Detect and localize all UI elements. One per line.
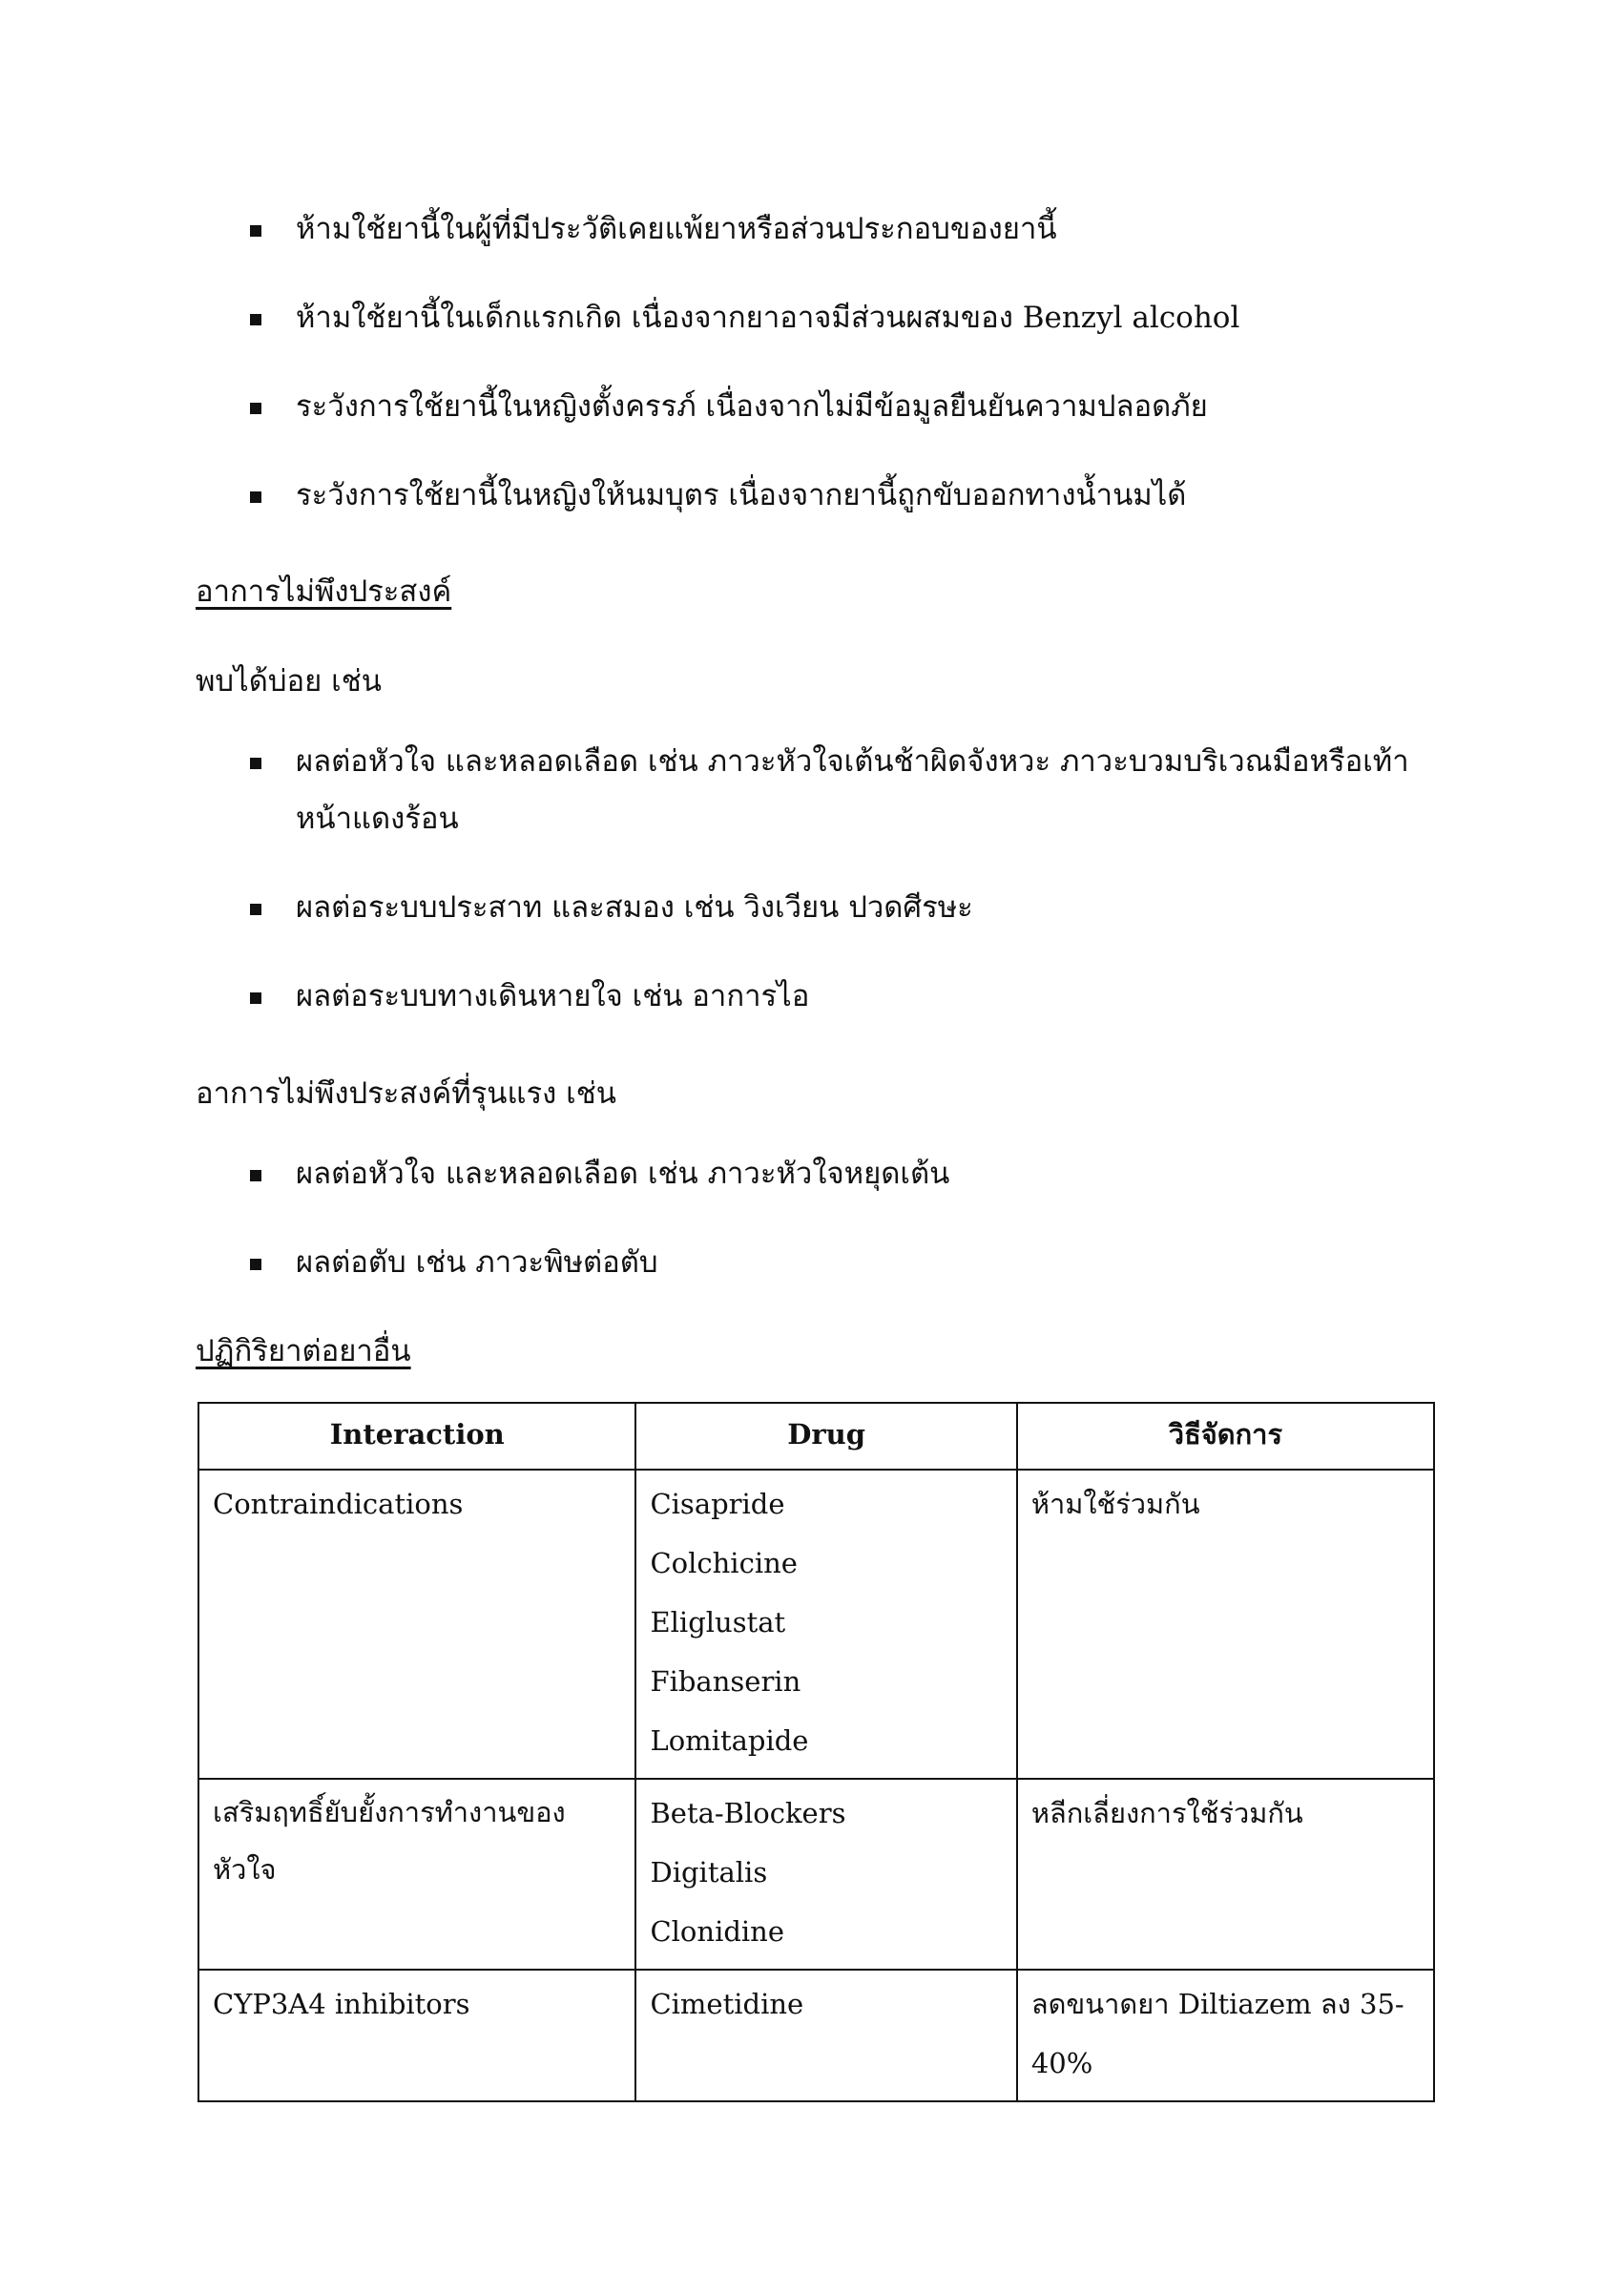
drug-name: Cisapride [650, 1488, 785, 1520]
square-bullet-icon [250, 1259, 261, 1270]
interaction-cell: Contraindications [198, 1470, 635, 1779]
management-cell: หลีกเลี่ยงการใช้ร่วมกัน [1017, 1779, 1434, 1970]
drug-interactions-table [198, 1402, 1435, 2102]
drug-interactions-heading: ปฏิกิริยาต่อยาอื่น [196, 1334, 411, 1368]
drug-name: Fibanserin [650, 1665, 801, 1698]
table-row [198, 1470, 1434, 1779]
list-item: ผลต่อหัวใจ และหลอดเลือด เช่น ภาวะหัวใจเต้นช้าผิดจังหวะ ภาวะบวมบริเวณมือหรือเท้า หน้าแดงร้อน [246, 733, 1429, 847]
square-bullet-icon [250, 1170, 261, 1181]
common-effects-label: พบได้บ่อย เช่น [196, 664, 382, 699]
column-header-drug: Drug [635, 1403, 1016, 1470]
common-effects-list [246, 733, 1429, 1025]
square-bullet-icon [250, 904, 261, 915]
table-row [198, 1779, 1434, 1970]
table-row [198, 1970, 1434, 2101]
list-item: ระวังการใช้ยานี้ในหญิงตั้งครรภ์ เนื่องจากไม่มีข้อมูลยืนยันความปลอดภัย [246, 378, 1429, 435]
drug-cell [635, 1470, 1016, 1779]
drug-name: Cimetidine [650, 1988, 804, 2020]
interaction-cell: CYP3A4 inhibitors [198, 1970, 635, 2101]
list-item: ผลต่อระบบประสาท และสมอง เช่น วิงเวียน ปวดศีรษะ [246, 879, 1429, 936]
adverse-effects-heading: อาการไม่พึงประสงค์ [196, 574, 452, 609]
precautions-list [246, 200, 1429, 524]
drug-name: Beta-Blockers [650, 1797, 846, 1829]
list-item: ผลต่อตับ เช่น ภาวะพิษต่อตับ [246, 1234, 1429, 1291]
list-item: ผลต่อระบบทางเดินหายใจ เช่น อาการไอ [246, 968, 1429, 1025]
column-header-interaction: Interaction [198, 1403, 635, 1470]
square-bullet-icon [250, 992, 261, 1004]
square-bullet-icon [250, 225, 261, 237]
severe-effects-label: อาการไม่พึงประสงค์ที่รุนแรง เช่น [196, 1076, 616, 1111]
square-bullet-icon [250, 758, 261, 769]
list-item: ห้ามใช้ยานี้ในผู้ที่มีประวัติเคยแพ้ยาหรือส่วนประกอบของยานี้ [246, 200, 1429, 258]
management-cell: ลดขนาดยา Diltiazem ลง 35-40% [1017, 1970, 1434, 2101]
drug-cell [635, 1779, 1016, 1970]
drug-name: Lomitapide [650, 1724, 809, 1757]
square-bullet-icon [250, 314, 261, 325]
square-bullet-icon [250, 403, 261, 414]
list-item: ห้ามใช้ยานี้ในเด็กแรกเกิด เนื่องจากยาอาจมีส่วนผสมของ Benzyl alcohol [246, 289, 1429, 346]
drug-name: Clonidine [650, 1915, 785, 1948]
interaction-cell: เสริมฤทธิ์ยับยั้งการทำงานของหัวใจ [198, 1779, 635, 1970]
square-bullet-icon [250, 491, 261, 503]
drug-name: Colchicine [650, 1547, 798, 1579]
drug-name: Digitalis [650, 1856, 768, 1889]
list-item: ผลต่อหัวใจ และหลอดเลือด เช่น ภาวะหัวใจหยุดเต้น [246, 1145, 1429, 1202]
drug-name: Eliglustat [650, 1606, 786, 1639]
list-item: ระวังการใช้ยานี้ในหญิงให้นมบุตร เนื่องจากยานี้ถูกขับออกทางน้ำนมได้ [246, 467, 1429, 524]
management-cell: ห้ามใช้ร่วมกัน [1017, 1470, 1434, 1779]
severe-effects-list [246, 1145, 1429, 1291]
table-header-row [198, 1403, 1434, 1470]
column-header-management: วิธีจัดการ [1017, 1403, 1434, 1470]
drug-cell [635, 1970, 1016, 2101]
